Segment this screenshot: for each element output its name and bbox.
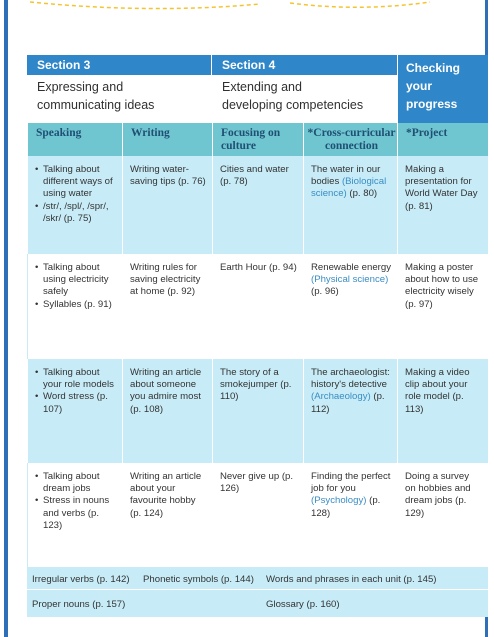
cross-curricular-cell: Renewable energy (Physical science) (p. 96): [304, 254, 398, 359]
speaking-cell: • Talking about different ways of using water • /str/, /spl/, /spr/, /skr/ (p. 75): [28, 156, 123, 254]
cross-curricular-cell: The water in our bodies (Biological science) (p. 80): [304, 156, 398, 254]
column-header-culture: Focusing on culture: [213, 123, 304, 156]
phonetic-symbols-link[interactable]: Phonetic symbols (p. 144): [143, 574, 254, 585]
column-header-project: *Project: [398, 123, 489, 156]
writing-cell: Writing rules for saving electricity at home (p. 92): [123, 254, 213, 359]
section-3-title: Section 3: [27, 55, 211, 75]
table-row: [28, 463, 489, 567]
culture-cell: Cities and water (p. 78): [213, 156, 304, 254]
words-phrases-link[interactable]: Words and phrases in each unit (p. 145): [266, 574, 437, 585]
section-3-header: [27, 55, 211, 123]
column-header-speaking: Speaking: [28, 123, 123, 156]
irregular-verbs-link[interactable]: Irregular verbs (p. 142): [32, 574, 130, 585]
speaking-cell: • Talking about dream jobs • Stress in nouns and verbs (p. 123): [28, 463, 123, 567]
culture-cell: Earth Hour (p. 94): [213, 254, 304, 359]
section-4-header: [212, 55, 397, 123]
project-cell: Making a poster about how to use electricity wisely (p. 97): [398, 254, 489, 359]
section-4-title: Section 4: [212, 55, 397, 75]
writing-cell: Writing an article about someone you admire most (p. 108): [123, 359, 213, 463]
speaking-cell: • Talking about your role models • Word stress (p. 107): [28, 359, 123, 463]
column-header-cross-curricular: *Cross-curricular connection: [304, 123, 398, 156]
cross-curricular-cell: The archaeologist: history's detective (Archaeology) (p. 112): [304, 359, 398, 463]
glossary-link[interactable]: Glossary (p. 160): [266, 599, 340, 610]
speaking-cell: • Talking about using electricity safely • Syllables (p. 91): [28, 254, 123, 359]
project-cell: Making a presentation for World Water Day (p. 81): [398, 156, 489, 254]
contents-table: [27, 123, 489, 567]
footer-row-2: [27, 590, 488, 617]
table-header-row: [28, 123, 489, 156]
table-row: [28, 359, 489, 463]
checking-progress-header: Checking your progress: [398, 55, 488, 123]
section-4-subtitle: Extending and developing competencies: [222, 80, 364, 112]
writing-cell: Writing water-saving tips (p. 76): [123, 156, 213, 254]
culture-cell: Never give up (p. 126): [213, 463, 304, 567]
proper-nouns-link[interactable]: Proper nouns (p. 157): [32, 599, 126, 610]
project-cell: Doing a survey on hobbies and dream jobs (p. 129): [398, 463, 489, 567]
section-3-subtitle: Expressing and communicating ideas: [37, 80, 155, 112]
table-row: [28, 254, 489, 359]
project-cell: Making a video clip about your role model (p. 113): [398, 359, 489, 463]
writing-cell: Writing an article about your favourite hobby (p. 124): [123, 463, 213, 567]
footer-row-1: [27, 567, 488, 589]
table-row: [28, 156, 489, 254]
culture-cell: The story of a smokejumper (p. 110): [213, 359, 304, 463]
column-header-writing: Writing: [123, 123, 213, 156]
cross-curricular-cell: Finding the perfect job for you (Psychology) (p. 128): [304, 463, 398, 567]
